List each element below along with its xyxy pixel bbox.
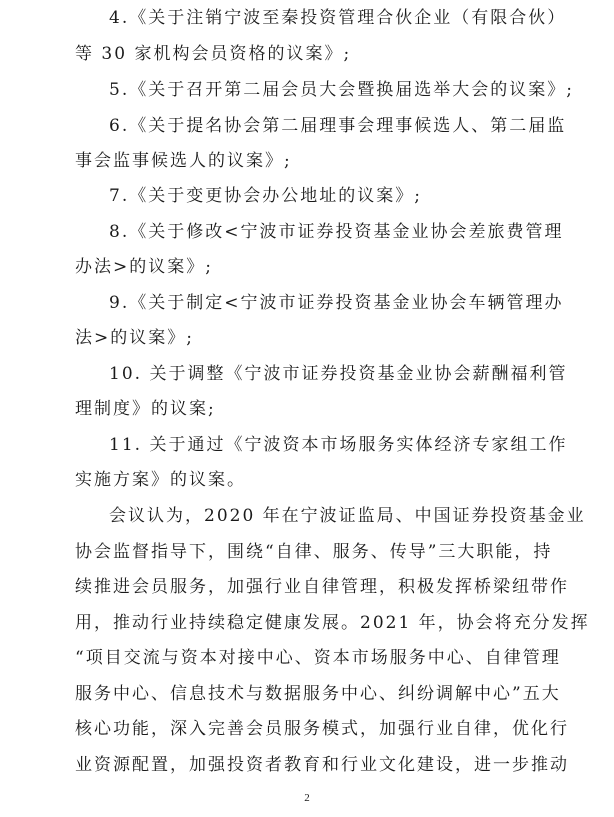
text-line: 理制度》的议案;: [75, 399, 216, 419]
text-line: 10. 关于调整《宁波市证券投资基金业协会薪酬福利管: [109, 364, 568, 384]
text-line: 等 30 家机构会员资格的议案》;: [75, 44, 352, 64]
text-line: 续推进会员服务，加强行业自律管理，积极发挥桥梁纽带作: [75, 577, 569, 597]
text-line: 业资源配置，加强投资者教育和行业文化建设，进一步推动: [75, 755, 569, 775]
text-line: 实施方案》的议案。: [75, 470, 246, 490]
page-number: 2: [304, 792, 310, 804]
text-line: 协会监督指导下，围绕“自律、服务、传导”三大职能，持: [75, 542, 553, 562]
text-line: 8.《关于修改<宁波市证券投资基金业协会差旅费管理: [109, 222, 564, 242]
text-line: 5.《关于召开第二届会员大会暨换届选举大会的议案》;: [109, 80, 574, 100]
text-line: 4.《关于注销宁波至秦投资管理合伙企业（有限合伙）: [109, 8, 567, 28]
text-line: 事会监事候选人的议案》;: [75, 151, 292, 171]
text-line: “项目交流与资本对接中心、资本市场服务中心、自律管理: [75, 648, 561, 668]
text-line: 法>的议案》;: [75, 328, 194, 348]
text-line: 服务中心、信息技术与数据服务中心、纠纷调解中心”五大: [75, 684, 561, 704]
text-line: 7.《关于变更协会办公地址的议案》;: [109, 186, 422, 206]
text-line: 11. 关于通过《宁波资本市场服务实体经济专家组工作: [109, 435, 568, 455]
text-line: 核心功能，深入完善会员服务模式，加强行业自律，优化行: [75, 719, 569, 739]
text-line: 办法>的议案》;: [75, 257, 213, 277]
text-line: 6.《关于提名协会第二届理事会理事候选人、第二届监: [109, 116, 567, 136]
text-line: 9.《关于制定<宁波市证券投资基金业协会车辆管理办: [109, 293, 564, 313]
text-line: 会议认为，2020 年在宁波证监局、中国证券投资基金业: [109, 506, 586, 526]
text-line: 用，推动行业持续稳定健康发展。2021 年，协会将充分发挥: [75, 613, 590, 633]
